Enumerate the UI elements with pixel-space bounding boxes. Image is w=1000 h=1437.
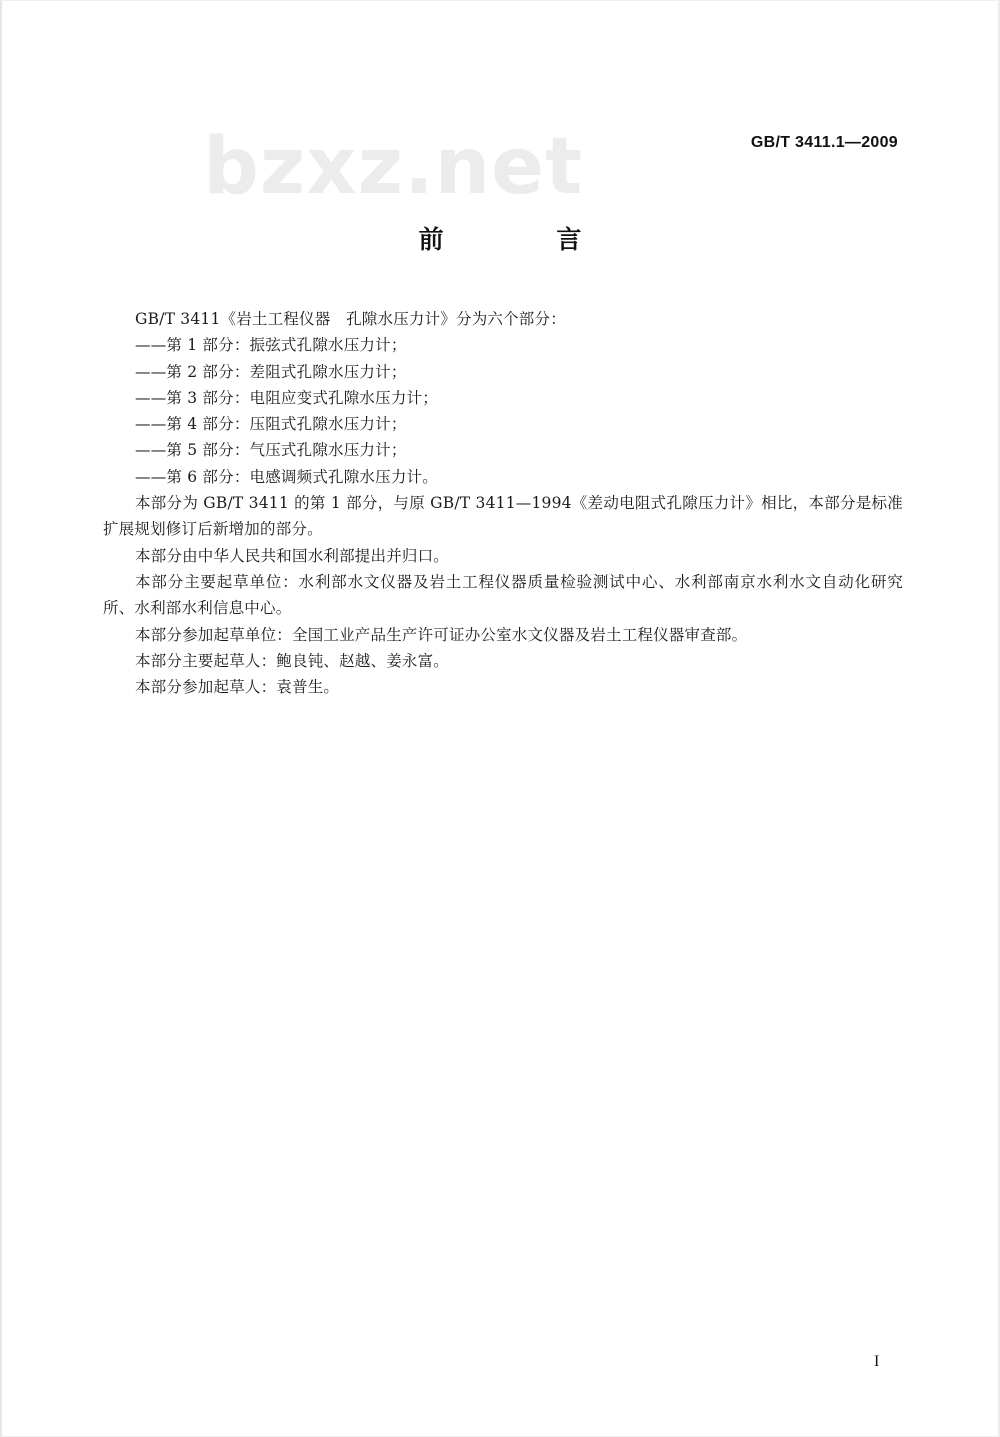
part-list-item-5: ——第 5 部分：气压式孔隙水压力计； (135, 441, 407, 460)
standard-code: GB/T 3411.1—2009 (750, 134, 898, 151)
proposer-paragraph: 本部分由中华人民共和国水利部提出并归口。 (135, 546, 450, 565)
part-list-item-6: ——第 6 部分：电感调频式孔隙水压力计。 (135, 467, 438, 486)
intro-paragraph: GB/T 3411《岩土工程仪器 孔隙水压力计》分为六个部分： (135, 310, 566, 328)
part-list-item-3: ——第 3 部分：电阻应变式孔隙水压力计； (135, 388, 438, 407)
main-drafting-units-paragraph: 本部分主要起草单位：水利部水文仪器及岩土工程仪器质量检验测试中心、水利部南京水利水文自动化研究所、水利部水利信息中心。 (103, 572, 903, 618)
relation-paragraph: 本部分为 GB/T 3411 的第 1 部分，与原 GB/T 3411—1994《差动电阻式孔隙压力计》相比，本部分是标准扩展规划修订后新增加的部分。 (103, 494, 903, 539)
main-drafters-paragraph: 本部分主要起草人：鲍良钝、赵越、姜永富。 (135, 651, 450, 670)
participating-units-paragraph: 本部分参加起草单位：全国工业产品生产许可证办公室水文仪器及岩土工程仪器审查部。 (135, 625, 748, 644)
part-list-item-1: ——第 1 部分：振弦式孔隙水压力计； (135, 336, 407, 355)
page-number: I (874, 1353, 880, 1370)
part-list-item-2: ——第 2 部分：差阻式孔隙水压力计； (135, 362, 407, 381)
document-body (103, 306, 903, 700)
page-title: 前 言 (418, 225, 634, 254)
participating-drafters-paragraph: 本部分参加起草人：袁普生。 (135, 678, 340, 697)
part-list-item-4: ——第 4 部分：压阻式孔隙水压力计； (135, 415, 407, 434)
watermark: bzxz.net (203, 122, 584, 212)
